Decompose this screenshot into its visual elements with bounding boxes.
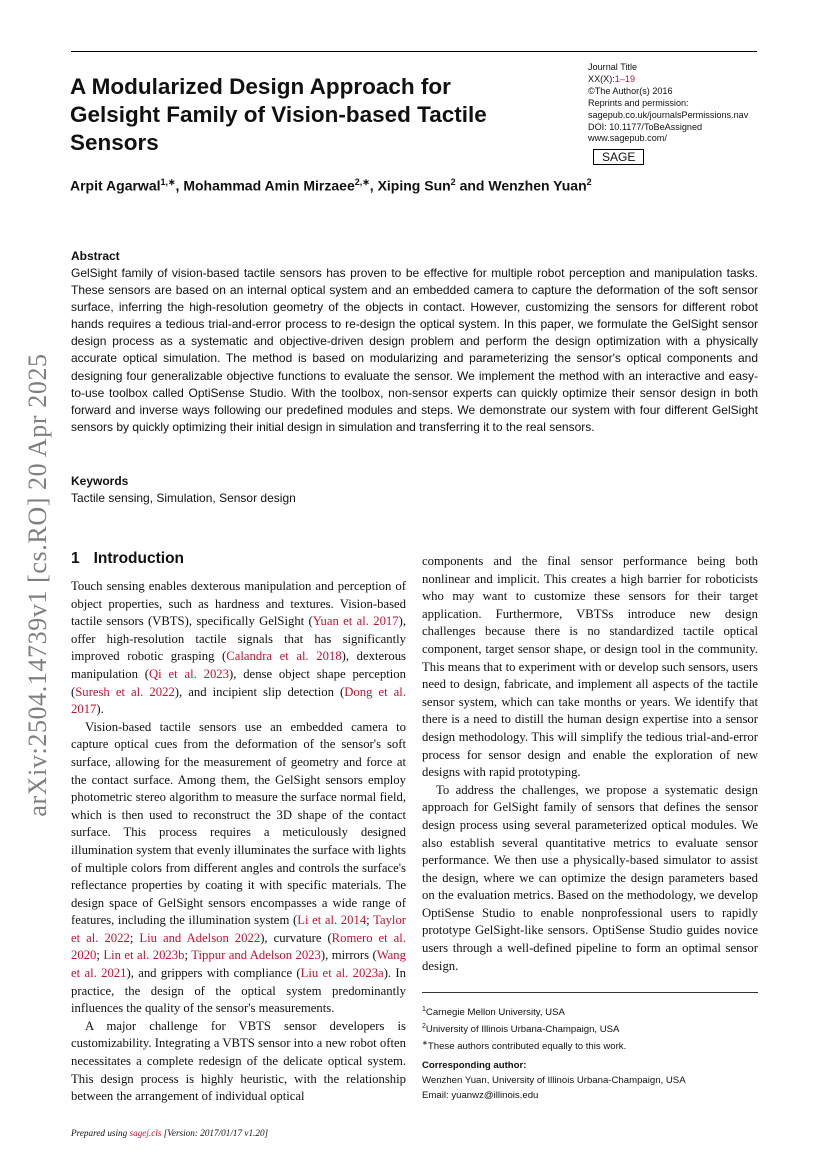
copyright-line: ©The Author(s) 2016 xyxy=(588,85,673,96)
author-name: Mohammad Amin Mirzaee xyxy=(183,177,355,194)
footnote-mark: 1 xyxy=(422,1006,426,1013)
author-name: Arpit Agarwal xyxy=(70,177,161,194)
author-list xyxy=(70,177,770,194)
citation-link[interactable]: Dong et al. 2017 xyxy=(71,684,406,717)
section-heading-introduction xyxy=(71,550,184,568)
body-paragraph: components and the final sensor performance being both nonlinear and implicit. This creates a high barrier for roboticists who may want to customize these sensors for their target application. Furthermore, VBTSs introduce new design challenges because there is no standardized tactile optical component, target sensor shape, or design tool in the community. This means that to experiment with or develop such sensors, users need to design, fabricate, and implement all aspects of the tactile sensor system, which can take months or years. We identify that there is a need to distill the human design expertise into a sensor design methodology. This will simplify the tedious trial-and-error process for sensor design and enable the exploration of new designs with rapid prototyping. xyxy=(422,554,758,780)
author-separator: and xyxy=(455,177,489,194)
class-file-link[interactable]: sagej.cls xyxy=(129,1128,162,1138)
sage-logo: SAGE xyxy=(593,149,644,165)
body-text: ). xyxy=(96,702,104,717)
section-number: 1 xyxy=(71,550,80,567)
citation-link[interactable]: Romero et al. 2020 xyxy=(71,930,406,963)
top-rule xyxy=(71,51,757,52)
body-text: Vision-based tactile sensors use an embedded camera to capture optical cues from the deformation of the sensor's soft surface, allowing for the measurement of geometry and force at the contact surface. Among them, the GelSight sensors employ photometric stereo algorithm to measure the surface normal field, which is then used to reconstruct the 3D shape of the contact surface. This process requires a meticulously designed illumination system that evenly illuminates the surface with lights of multiple colors from different angles and controls the surface's reflectance properties by coating it with specific materials. The design space of GelSight sensors encompasses a wide range of features, including the illumination system ( xyxy=(71,719,406,928)
permissions-url[interactable]: sagepub.co.uk/journalsPermissions.nav xyxy=(588,109,749,120)
citation-link[interactable]: Calandra et al. 2018 xyxy=(226,649,342,664)
body-text: ; xyxy=(184,948,192,963)
body-paragraph xyxy=(71,578,406,719)
journal-info xyxy=(588,62,768,145)
author-name: Xiping Sun xyxy=(377,177,451,194)
footnote-rule xyxy=(422,992,758,993)
citation-link[interactable]: Taylor et al. 2022 xyxy=(71,913,407,945)
body-text: Touch sensing enables dexterous manipulation and perception of object properties, such as hardness and textures. Vision-based tactile sensors (VBTS), specifically GelSight ( xyxy=(71,579,406,629)
body-text: ), and grippers with compliance ( xyxy=(126,966,301,981)
body-paragraph xyxy=(71,1018,406,1106)
footnote-mark: 2 xyxy=(422,1023,426,1031)
footnote xyxy=(422,1037,762,1054)
body-text: ), dense object shape perception ( xyxy=(71,666,406,699)
journal-volume: XX(X):1–19 xyxy=(588,73,636,84)
body-paragraph xyxy=(71,719,406,1018)
corresponding-heading: Corresponding author: xyxy=(422,1060,527,1071)
footnote-text: University of Illinois Urbana-Champaign, USA xyxy=(425,1024,620,1036)
left-column xyxy=(71,578,406,1106)
pages-link[interactable]: 1–19 xyxy=(614,73,636,84)
footnote xyxy=(422,1020,762,1037)
footnote xyxy=(422,1003,762,1020)
abstract-text: GelSight family of vision-based tactile sensors has proven to be effective for multiple robot perception and manipulation tasks. These sensors are based on an internal optical system and an embedded camera to capture the deformation of the soft sensor surface, inferring the high-resolution geometry of the objects in contact. However, customizing the sensors for different robot hands requires a tedious trial-and-error process to re-design the optical system. In this paper, we formulate the GelSight sensor design process as a systematic and objective-driven design problem and perform the design optimization with a physically accurate optical simulation. The method is based on modularizing and parameterizing the sensor's optical components and designing four generalizable objective functions to evaluate the sensor. We implement the method with an interactive and easy-to-use toolbox called OptiSense Studio. With the toolbox, non-sensor experts can quickly optimize their sensor design in both forward and inverse ways following our predefined modules and steps. We demonstrate our system with four different GelSight sensors by quickly optimizing their initial design in simulation and transferring it to the real sensors. xyxy=(71,266,758,434)
arxiv-stamp xyxy=(12,340,64,830)
body-text: ; xyxy=(129,930,140,945)
author-separator: , xyxy=(369,177,378,194)
prepared-using-note: Prepared using sagej.cls [Version: 2017/01/17 v1.20] xyxy=(71,1128,269,1138)
affiliation-footnotes xyxy=(422,1003,762,1055)
author-affiliation-mark: 2,∗ xyxy=(354,177,370,187)
citation-link[interactable]: Yuan et al. 2017 xyxy=(312,614,399,629)
citation-link[interactable]: Qi et al. 2023 xyxy=(149,666,229,681)
right-column xyxy=(422,553,758,975)
arxiv-identifier[interactable]: arXiv:2504.14739v1 [cs.RO] 20 Apr 2025 xyxy=(23,353,52,817)
section-title: Introduction xyxy=(93,550,185,567)
citation-link[interactable]: Liu and Adelson 2022 xyxy=(139,930,261,945)
citation-link[interactable]: Suresh et al. 2022 xyxy=(75,684,175,699)
body-text: ), curvature ( xyxy=(260,930,332,945)
citation-link[interactable]: Liu et al. 2023a xyxy=(300,966,384,981)
footnote-text: Carnegie Mellon University, USA xyxy=(425,1007,565,1019)
keywords-heading: Keywords xyxy=(71,474,129,488)
body-text: ; xyxy=(366,913,374,928)
body-text: ; xyxy=(96,948,104,963)
author-name: Wenzhen Yuan xyxy=(488,177,587,194)
body-text: A major challenge for VBTS sensor developers is customizability. Integrating a VBTS sensor into a new robot often necessitates a complete redesign of the delicate optical system. This design process is highly heuristic, with the relationship between the arrangement of individual optical xyxy=(71,1018,406,1104)
footnote-text: These authors contributed equally to this work. xyxy=(427,1041,627,1053)
author-affiliation-mark: 2 xyxy=(450,177,456,187)
body-text: ), and incipient slip detection ( xyxy=(174,684,345,699)
footnote-mark: ∗ xyxy=(422,1040,428,1048)
abstract-heading: Abstract xyxy=(71,249,120,263)
citation-link[interactable]: Lin et al. 2023b xyxy=(103,948,185,963)
journal-title: Journal Title xyxy=(588,62,638,72)
doi-line[interactable]: DOI: 10.1177/ToBeAssigned xyxy=(588,121,703,132)
body-text: ). In practice, the design of the optical system predominantly influences the quality of the sensor's measurements. xyxy=(71,966,406,1016)
corresponding-email[interactable]: Email: yuanwz@illinois.edu xyxy=(422,1090,539,1101)
body-paragraph: To address the challenges, we propose a systematic design approach for GelSight family of sensors that defines the sensor design process using several parameterized optical modules. We also establish several quantitative metrics to evaluate sensor performance. We then use a physically-based simulator to assist the design, where we can optimize the design parameters based on the evaluation metrics. Based on the methodology, we develop OptiSense Studio to enable nonprofessional users to rapidly prototype GelSight-like sensors. OptiSense Studio guides novice users through a well-defined pipeline to form an optimal sensor design. xyxy=(422,782,758,973)
corresponding-author xyxy=(422,1058,762,1103)
paper-title: A Modularized Design Approach for Gelsight Family of Vision-based Tactile Sensors xyxy=(70,74,487,155)
sagepub-url[interactable]: www.sagepub.com/ xyxy=(588,133,667,144)
citation-link[interactable]: Li et al. 2014 xyxy=(297,913,367,928)
keywords-text: Tactile sensing, Simulation, Sensor design xyxy=(71,491,296,505)
author-separator: , xyxy=(175,177,184,194)
reprints-line: Reprints and permission: xyxy=(588,97,689,108)
citation-link[interactable]: Tippur and Adelson 2023 xyxy=(191,948,321,963)
author-affiliation-mark: 1,∗ xyxy=(160,177,176,187)
body-text: ), mirrors ( xyxy=(320,948,377,963)
body-text: ), dexterous manipulation ( xyxy=(71,649,406,681)
corresponding-affiliation: Wenzhen Yuan, University of Illinois Urbana-Champaign, USA xyxy=(422,1075,686,1086)
body-text: ), offer high-resolution tactile signals that has significantly improved robotic grasping ( xyxy=(71,614,407,664)
citation-link[interactable]: Wang et al. 2021 xyxy=(71,948,406,981)
author-affiliation-mark: 2 xyxy=(586,177,592,187)
